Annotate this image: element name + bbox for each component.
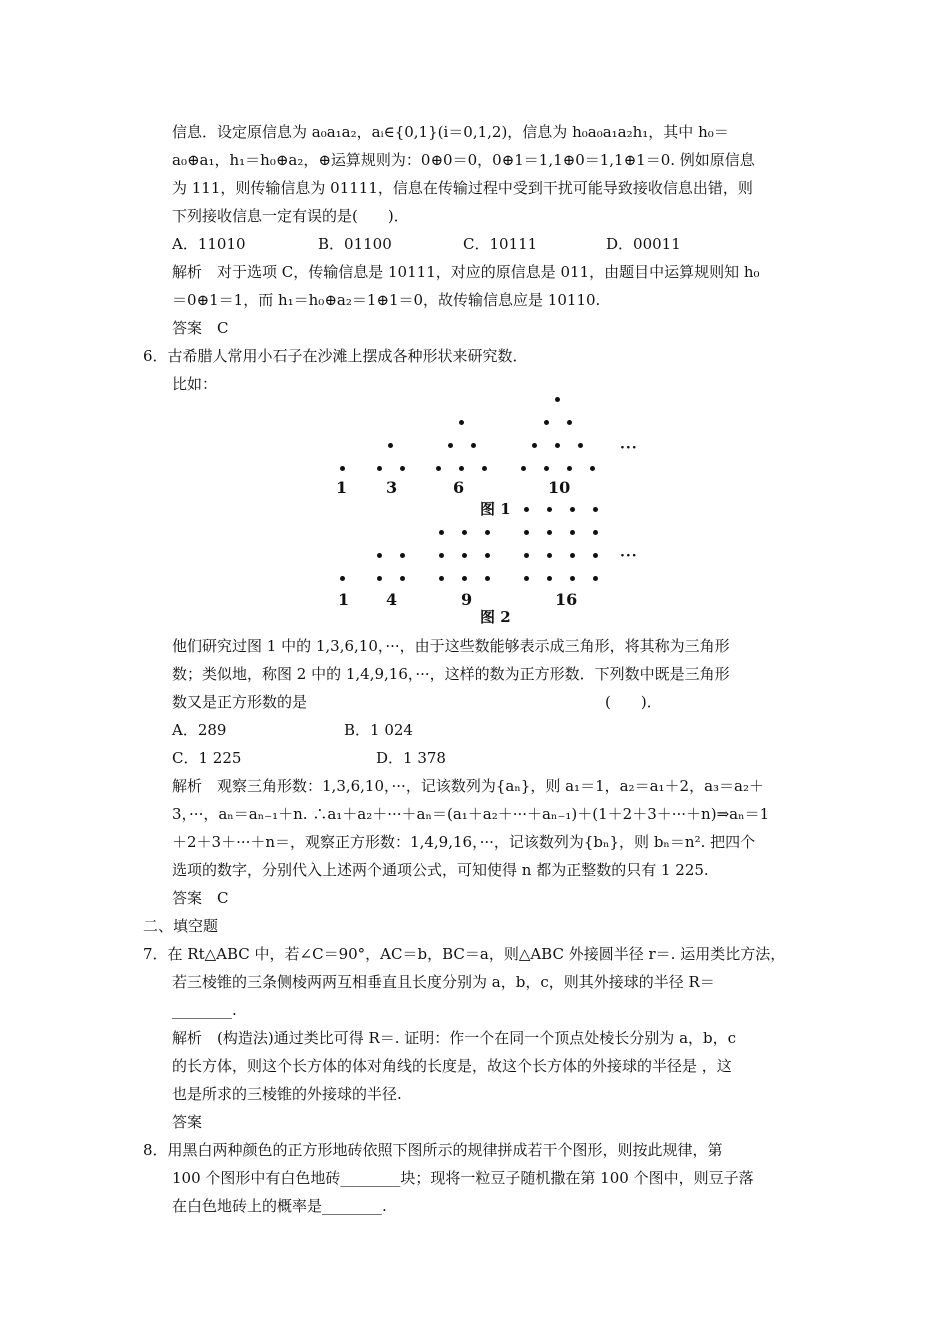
q6-answer-bracket: ( )． [605,693,662,711]
fig2-pebble [524,507,529,512]
q8-line-3: 在白色地砖上的概率是________. [172,1197,387,1215]
fig2-pebble [547,576,552,581]
q6-analysis-1: 解析 观察三角形数：1,3,6,10，···，记该数列为{aₙ}，则 a₁＝1，a₂＝a₁＋2，a₃＝a₂＋ [172,777,764,795]
q6-text-3: 数又是正方形数的是 [172,693,308,711]
fig2-pebble [570,553,575,558]
fig1-pebble [377,466,382,471]
fig1-label-10: 10 [548,478,571,497]
q5-analysis-1: 解析 对于选项 C，传输信息是 10111，对应的原信息是 011，由题目中运算规则知 h₀ [172,263,760,281]
fig2-label-1: 1 [338,590,350,609]
fig1-pebble [459,420,464,425]
q5-option-a: A．11010 [172,235,246,253]
q7-analysis-1: 解析 (构造法)通过类比可得 R＝. 证明：作一个在同一个顶点处棱长分别为 a，b，c [172,1029,737,1047]
fig1-label-6: 6 [453,478,465,497]
fig1-pebble [521,466,526,471]
q6-option-d: D．1 378 [376,749,446,767]
fig2-pebble [439,530,444,535]
fig1-pebble [544,420,549,425]
pebble-figures [320,398,650,628]
fig1-caption: 图 1 [480,500,511,518]
fig2-pebble [400,553,405,558]
fig2-pebble [340,576,345,581]
fig2-pebble [593,530,598,535]
q6-answer: 答案 C [172,889,229,907]
fig1-label-3: 3 [386,478,398,497]
q6-stem: 6．古希腊人常用小石子在沙滩上摆成各种形状来研究数． [143,347,528,365]
fig2-pebble [377,576,382,581]
fig1-pebble [459,466,464,471]
fig1-pebble [590,466,595,471]
fig2-pebble [570,507,575,512]
q5-option-d: D．00011 [606,235,681,253]
q5-option-c: C．10111 [463,235,538,253]
fig1-pebble [567,420,572,425]
q6-example-label: 比如： [172,375,218,393]
q8-line-2: 100 个图形中有白色地砖________块；现将一粒豆子随机撒在第 100 个图中，则豆子落 [172,1169,754,1187]
fig2-pebble [593,507,598,512]
fig2-pebble [547,530,552,535]
fig1-pebble [578,443,583,448]
fig1-pebble [555,443,560,448]
q6-text-1: 他们研究过图 1 中的 1,3,6,10，···，由于这些数能够表示成三角形，将其称为三角形 [172,637,730,655]
fig2-pebble [462,576,467,581]
fig1-ellipsis: ··· [620,440,638,456]
q6-analysis-2: 3，···，aₙ＝aₙ₋₁＋n. ∴a₁＋a₂＋···＋aₙ＝(a₁＋a₂＋···＋aₙ₋₁)＋(1＋2＋3＋···＋n)⇒aₙ＝1 [172,805,770,823]
fig1-pebble [544,466,549,471]
q6-option-c: C．1 225 [172,749,242,767]
q7-line-2: 若三棱锥的三条侧棱两两互相垂直且长度分别为 a，b，c，则其外接球的半径 R＝ [172,973,715,991]
q6-analysis-3: ＋2＋3＋···＋n＝，观察正方形数：1,4,9,16，···，记该数列为{bₙ}，则 bₙ＝n². 把四个 [172,833,756,851]
q5-line-2: a₀⊕a₁，h₁＝h₀⊕a₂，⊕运算规则为：0⊕0＝0，0⊕1＝1,1⊕0＝1,1⊕1＝0. 例如原信息 [172,151,755,169]
fig2-pebble [439,553,444,558]
q7-analysis-2: 的长方体，则这个长方体的体对角线的长度是，故这个长方体的外接球的半径是 ，这 [172,1057,732,1075]
q8-line-1: 8．用黑白两种颜色的正方形地砖依照下图所示的规律拼成若干个图形，则按此规律，第 [143,1141,723,1159]
fig2-label-16: 16 [555,590,578,609]
fig1-pebble [567,466,572,471]
fig2-pebble [570,576,575,581]
q7-line-1: 7．在 Rt△ABC 中，若∠C＝90°，AC＝b，BC＝a，则△ABC 外接圆半径 r＝. 运用类比方法， [143,945,786,963]
fig1-pebble [400,466,405,471]
fig2-caption: 图 2 [480,608,511,626]
fig2-pebble [377,553,382,558]
fig2-pebble [593,576,598,581]
q5-analysis-2: ＝0⊕1＝1，而 h₁＝h₀⊕a₂＝1⊕1＝0，故传输信息应是 10110. [172,291,601,309]
fig1-pebble [388,443,393,448]
fig2-pebble [485,530,490,535]
fig1-label-1: 1 [336,478,348,497]
fig2-pebble [462,553,467,558]
fig1-pebble [471,443,476,448]
fig2-pebble [547,507,552,512]
fig1-pebble [482,466,487,471]
q5-line-3: 为 111，则传输信息为 01111，信息在传输过程中受到干扰可能导致接收信息出错，则 [172,179,753,197]
fig2-pebble [570,530,575,535]
q5-answer: 答案 C [172,319,229,337]
fig2-pebble [485,553,490,558]
q7-answer: 答案 [172,1113,203,1131]
q5-option-b: B．01100 [318,235,392,253]
q6-analysis-4: 选项的数字，分别代入上述两个通项公式，可知使得 n 都为正整数的只有 1 225. [172,861,709,879]
fig1-pebble [555,397,560,402]
q5-line-1: 信息．设定原信息为 a₀a₁a₂，aᵢ∈{0,1}(i＝0,1,2)，信息为 h₀a₀a₁a₂h₁，其中 h₀＝ [172,123,729,141]
fig1-pebble [532,443,537,448]
fig2-pebble [524,530,529,535]
fig2-pebble [593,553,598,558]
q7-analysis-3: 也是所求的三棱锥的外接球的半径. [172,1085,402,1103]
fig2-pebble [485,576,490,581]
q5-line-4: 下列接收信息一定有误的是( )． [172,207,409,225]
fig1-pebble [436,466,441,471]
q6-text-2: 数；类似地，称图 2 中的 1,4,9,16，···，这样的数为正方形数．下列数中既是三角形 [172,665,730,683]
q6-option-a: A．289 [172,721,227,739]
fig2-ellipsis: ··· [620,548,638,564]
fig2-label-9: 9 [461,590,473,609]
fig2-pebble [439,576,444,581]
fig2-pebble [462,530,467,535]
fig2-pebble [400,576,405,581]
fig2-pebble [524,576,529,581]
fig2-pebble [547,553,552,558]
fig1-pebble [340,466,345,471]
q7-line-3: ________. [172,1001,237,1019]
section-heading: 二、填空题 [143,917,219,935]
fig2-pebble [524,553,529,558]
q6-option-b: B．1 024 [344,721,413,739]
fig2-label-4: 4 [386,590,398,609]
fig1-pebble [448,443,453,448]
